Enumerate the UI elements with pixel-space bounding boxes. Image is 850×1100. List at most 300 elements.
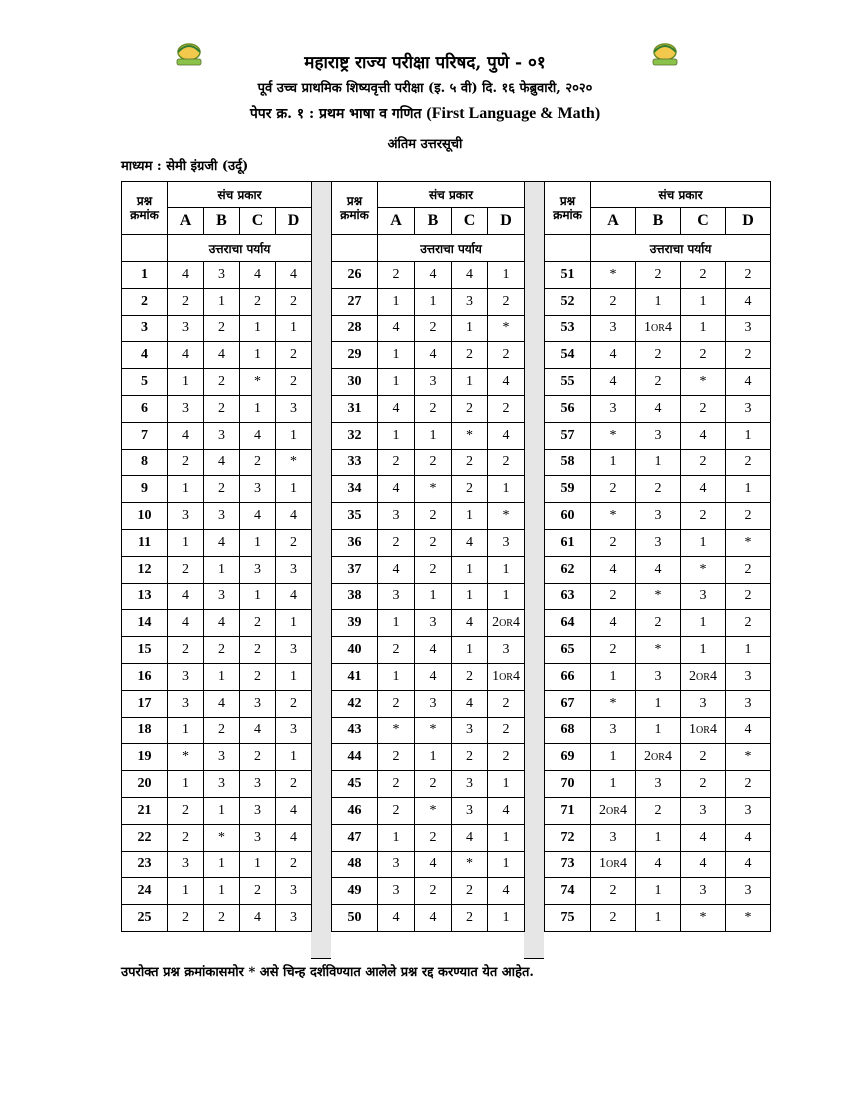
- answer-cell: 4: [726, 369, 771, 396]
- answer-cell: *: [636, 583, 681, 610]
- answer-cell: 2: [276, 529, 312, 556]
- answer-cell: 2: [591, 583, 636, 610]
- answer-cell: 4: [591, 610, 636, 637]
- question-number: 71: [545, 797, 591, 824]
- answer-cell: 1: [452, 315, 488, 342]
- answer-cell: 1: [240, 395, 276, 422]
- answer-block-1: [121, 181, 312, 932]
- answer-cell: 2: [240, 663, 276, 690]
- answer-cell: 2: [726, 449, 771, 476]
- answer-cell: 4: [636, 851, 681, 878]
- question-number: 61: [545, 529, 591, 556]
- table-row: [545, 824, 771, 851]
- answer-cell: 3: [726, 797, 771, 824]
- table-row: [545, 503, 771, 530]
- table-row: [122, 315, 312, 342]
- answer-cell: 3: [415, 369, 452, 396]
- table-row: [332, 556, 525, 583]
- question-number: 22: [122, 824, 168, 851]
- answer-cell: 4: [378, 905, 415, 932]
- answer-cell: 4: [378, 395, 415, 422]
- table-row: [332, 476, 525, 503]
- answer-cell: 4: [168, 610, 204, 637]
- answer-cell: 2: [591, 529, 636, 556]
- answer-cell: 4: [204, 449, 240, 476]
- answer-cell: 2: [488, 288, 525, 315]
- question-number: 19: [122, 744, 168, 771]
- column-gap: [524, 181, 544, 959]
- answer-cell: 2: [168, 288, 204, 315]
- answer-cell: 2: [488, 717, 525, 744]
- answer-cell: 3: [378, 878, 415, 905]
- answer-cell: *: [636, 637, 681, 664]
- answer-cell: 1: [168, 529, 204, 556]
- answer-cell: 4: [378, 476, 415, 503]
- answer-cell: 1: [591, 449, 636, 476]
- answer-cell: *: [681, 556, 726, 583]
- answer-cell: 2: [726, 262, 771, 289]
- answer-cell: 1OR4: [591, 851, 636, 878]
- answer-cell: 2: [204, 369, 240, 396]
- answer-cell: 3: [204, 503, 240, 530]
- table-row: [122, 476, 312, 503]
- answer-cell: 2: [726, 342, 771, 369]
- answer-cell: 2: [240, 610, 276, 637]
- question-number: 68: [545, 717, 591, 744]
- answer-cell: 1: [681, 610, 726, 637]
- answer-cell: 2: [591, 637, 636, 664]
- answer-cell: 2: [726, 556, 771, 583]
- answer-cell: 3: [488, 637, 525, 664]
- question-number: 69: [545, 744, 591, 771]
- answer-cell: 2: [378, 797, 415, 824]
- answer-cell: 3: [168, 690, 204, 717]
- answer-cell: 4: [204, 610, 240, 637]
- answer-cell: 2: [488, 744, 525, 771]
- answer-cell: 4: [591, 342, 636, 369]
- answer-cell: 4: [415, 262, 452, 289]
- table-row: [122, 422, 312, 449]
- answer-cell: 1: [488, 771, 525, 798]
- answer-cell: 1: [488, 556, 525, 583]
- answer-cell: 1: [488, 824, 525, 851]
- answer-cell: 1: [636, 905, 681, 932]
- set-b-header: B: [415, 208, 452, 235]
- answer-cell: 2: [726, 610, 771, 637]
- answer-cell: 1: [276, 476, 312, 503]
- table-row: [545, 851, 771, 878]
- answer-cell: 2: [681, 395, 726, 422]
- answer-cell: 1: [204, 556, 240, 583]
- answer-cell: 2: [681, 771, 726, 798]
- answer-cell: *: [591, 262, 636, 289]
- table-row: [122, 690, 312, 717]
- answer-cell: 2: [204, 637, 240, 664]
- answer-cell: 1: [204, 878, 240, 905]
- answer-cell: 3: [276, 717, 312, 744]
- answer-cell: 4: [168, 342, 204, 369]
- answer-cell: 1: [726, 476, 771, 503]
- set-b-header: B: [636, 208, 681, 235]
- answer-cell: 1: [726, 422, 771, 449]
- table-row: [332, 288, 525, 315]
- answer-cell: 2: [591, 476, 636, 503]
- answer-cell: 1: [204, 288, 240, 315]
- paper-title: [0, 104, 850, 123]
- answer-cell: 2: [636, 476, 681, 503]
- answer-cell: 2: [591, 905, 636, 932]
- table-row: [122, 610, 312, 637]
- question-number: 38: [332, 583, 378, 610]
- answer-cell: 4: [636, 395, 681, 422]
- answer-cell: 2: [378, 690, 415, 717]
- question-number: 45: [332, 771, 378, 798]
- answer-cell: 1: [204, 663, 240, 690]
- table-row: [545, 717, 771, 744]
- answer-cell: 3: [636, 529, 681, 556]
- answer-cell: 1: [240, 851, 276, 878]
- answer-cell: 4: [452, 690, 488, 717]
- table-row: [332, 315, 525, 342]
- answer-cell: 3: [240, 824, 276, 851]
- question-number: 9: [122, 476, 168, 503]
- question-number: 49: [332, 878, 378, 905]
- answer-cell: 2: [276, 771, 312, 798]
- table-row: [332, 422, 525, 449]
- answer-cell: 3: [452, 717, 488, 744]
- answer-cell: 2: [240, 288, 276, 315]
- question-number: 17: [122, 690, 168, 717]
- table-row: [122, 342, 312, 369]
- answer-cell: 4: [204, 690, 240, 717]
- question-number: 8: [122, 449, 168, 476]
- table-row: [122, 744, 312, 771]
- answer-cell: 2: [636, 262, 681, 289]
- table-row: [545, 771, 771, 798]
- answer-cell: 1: [452, 637, 488, 664]
- question-number: 7: [122, 422, 168, 449]
- answer-cell: 4: [240, 717, 276, 744]
- answer-cell: 2: [240, 744, 276, 771]
- answer-cell: 2OR4: [681, 663, 726, 690]
- answer-cell: 2: [168, 797, 204, 824]
- answer-cell: 1: [276, 422, 312, 449]
- answer-cell: 2: [452, 342, 488, 369]
- table-row: [332, 369, 525, 396]
- answer-cell: 4: [415, 851, 452, 878]
- answer-cell: 3: [726, 878, 771, 905]
- table-row: [332, 449, 525, 476]
- set-type-header: संच प्रकार: [168, 182, 312, 208]
- answer-cell: 2: [168, 637, 204, 664]
- answer-cell: 3: [276, 556, 312, 583]
- answer-cell: *: [168, 744, 204, 771]
- answer-cell: 2: [681, 744, 726, 771]
- answer-cell: 2: [168, 556, 204, 583]
- answer-cell: 1OR4: [488, 663, 525, 690]
- answer-cell: 1: [240, 529, 276, 556]
- answer-cell: 3: [726, 395, 771, 422]
- answer-cell: 4: [452, 610, 488, 637]
- answer-cell: 3: [378, 851, 415, 878]
- table-row: [545, 610, 771, 637]
- table-row: [545, 744, 771, 771]
- answer-cell: 4: [276, 262, 312, 289]
- table-row: [122, 851, 312, 878]
- question-number: 21: [122, 797, 168, 824]
- table-row: [545, 342, 771, 369]
- answer-cell: *: [415, 476, 452, 503]
- answer-option-header: उत्तराचा पर्याय: [378, 235, 525, 262]
- answer-cell: 1: [378, 610, 415, 637]
- answer-cell: 3: [681, 583, 726, 610]
- table-row: [332, 771, 525, 798]
- answer-cell: 3: [681, 878, 726, 905]
- answer-cell: *: [415, 797, 452, 824]
- table-row: [545, 449, 771, 476]
- answer-cell: 1: [636, 717, 681, 744]
- answer-cell: 2OR4: [488, 610, 525, 637]
- answer-cell: 2: [452, 449, 488, 476]
- table-row: [122, 663, 312, 690]
- answer-cell: 3: [378, 503, 415, 530]
- document-type: अंतिम उत्तरसूची: [387, 137, 463, 152]
- answer-cell: 2: [636, 369, 681, 396]
- answer-cell: 3: [168, 395, 204, 422]
- answer-cell: 2OR4: [636, 744, 681, 771]
- question-number: 57: [545, 422, 591, 449]
- answer-cell: 2: [452, 905, 488, 932]
- answer-cell: 1: [378, 342, 415, 369]
- column-gap: [311, 181, 331, 959]
- question-number: 2: [122, 288, 168, 315]
- question-number: 12: [122, 556, 168, 583]
- answer-cell: 4: [204, 342, 240, 369]
- answer-cell: 2: [636, 610, 681, 637]
- answer-cell: *: [452, 422, 488, 449]
- set-d-header: D: [276, 208, 312, 235]
- answer-cell: 2: [415, 529, 452, 556]
- header-blank: [545, 235, 591, 262]
- answer-cell: 1: [378, 824, 415, 851]
- answer-cell: 2: [415, 315, 452, 342]
- answer-cell: 3: [726, 315, 771, 342]
- table-row: [545, 315, 771, 342]
- answer-cell: 1: [591, 744, 636, 771]
- question-number: 32: [332, 422, 378, 449]
- table-row: [122, 905, 312, 932]
- answer-cell: 2: [276, 690, 312, 717]
- exam-name: पूर्व उच्च प्राथमिक शिष्यवृत्ती परीक्षा (इ. ५ वी) दि. १६ फेब्रुवारी, २०२०: [257, 81, 593, 96]
- answer-cell: 1: [681, 288, 726, 315]
- answer-cell: 1: [488, 583, 525, 610]
- answer-cell: 2: [378, 262, 415, 289]
- answer-cell: 3: [415, 690, 452, 717]
- answer-cell: 4: [378, 556, 415, 583]
- answer-cell: 3: [681, 797, 726, 824]
- answer-cell: 2: [488, 690, 525, 717]
- question-number: 5: [122, 369, 168, 396]
- answer-cell: 3: [168, 503, 204, 530]
- answer-cell: 2: [488, 449, 525, 476]
- answer-cell: 2: [488, 342, 525, 369]
- answer-cell: 1: [681, 529, 726, 556]
- answer-cell: 3: [168, 663, 204, 690]
- table-row: [122, 288, 312, 315]
- answer-cell: 4: [415, 663, 452, 690]
- answer-cell: 3: [204, 422, 240, 449]
- answer-cell: 1: [240, 315, 276, 342]
- table-row: [545, 529, 771, 556]
- answer-cell: 1: [378, 422, 415, 449]
- answer-cell: 3: [636, 503, 681, 530]
- table-row: [545, 583, 771, 610]
- answer-cell: *: [276, 449, 312, 476]
- answer-cell: 4: [415, 905, 452, 932]
- answer-cell: 3: [240, 476, 276, 503]
- table-row: [332, 690, 525, 717]
- question-number: 27: [332, 288, 378, 315]
- table-row: [545, 797, 771, 824]
- table-row: [545, 288, 771, 315]
- answer-cell: 4: [240, 262, 276, 289]
- answer-block-3: [544, 181, 771, 932]
- answer-cell: *: [726, 744, 771, 771]
- answer-cell: 1: [276, 663, 312, 690]
- answer-cell: 1: [452, 556, 488, 583]
- set-c-header: C: [452, 208, 488, 235]
- answer-cell: 4: [591, 556, 636, 583]
- table-row: [332, 797, 525, 824]
- table-row: [332, 878, 525, 905]
- answer-cell: 1: [276, 744, 312, 771]
- answer-cell: 2: [452, 663, 488, 690]
- answer-cell: 1: [168, 476, 204, 503]
- answer-cell: 4: [681, 851, 726, 878]
- question-number-header: प्रश्न क्रमांक: [122, 182, 168, 235]
- answer-cell: *: [681, 905, 726, 932]
- answer-cell: 4: [276, 824, 312, 851]
- question-number: 3: [122, 315, 168, 342]
- question-number-header: प्रश्न क्रमांक: [332, 182, 378, 235]
- table-row: [332, 583, 525, 610]
- answer-cell: 2: [415, 503, 452, 530]
- answer-cell: 2: [591, 878, 636, 905]
- paper-title-english: (First Language & Math): [426, 105, 601, 122]
- answer-cell: 2: [240, 878, 276, 905]
- question-number: 63: [545, 583, 591, 610]
- question-number: 70: [545, 771, 591, 798]
- answer-option-header: उत्तराचा पर्याय: [168, 235, 312, 262]
- answer-cell: 2: [204, 905, 240, 932]
- table-row: [545, 476, 771, 503]
- answer-cell: 2: [636, 797, 681, 824]
- table-row: [332, 342, 525, 369]
- table-row: [122, 878, 312, 905]
- table-row: [332, 610, 525, 637]
- answer-cell: 2: [415, 449, 452, 476]
- answer-cell: 1: [452, 369, 488, 396]
- answer-cell: 3: [591, 315, 636, 342]
- answer-cell: 1: [378, 288, 415, 315]
- set-c-header: C: [681, 208, 726, 235]
- question-number: 55: [545, 369, 591, 396]
- question-number: 20: [122, 771, 168, 798]
- question-number: 14: [122, 610, 168, 637]
- table-row: [332, 262, 525, 289]
- answer-cell: 4: [726, 288, 771, 315]
- answer-cell: 2: [636, 342, 681, 369]
- answer-cell: 2: [681, 449, 726, 476]
- table-row: [545, 262, 771, 289]
- question-number: 31: [332, 395, 378, 422]
- question-number: 34: [332, 476, 378, 503]
- answer-cell: 1: [415, 744, 452, 771]
- question-number-header: प्रश्न क्रमांक: [545, 182, 591, 235]
- question-number: 67: [545, 690, 591, 717]
- question-number: 74: [545, 878, 591, 905]
- question-number: 1: [122, 262, 168, 289]
- answer-cell: 4: [726, 824, 771, 851]
- answer-cell: 1: [276, 610, 312, 637]
- answer-block-2: [331, 181, 525, 932]
- question-number: 16: [122, 663, 168, 690]
- answer-cell: 2: [276, 288, 312, 315]
- answer-cell: 4: [276, 797, 312, 824]
- answer-cell: 1: [591, 771, 636, 798]
- answer-cell: 1: [488, 905, 525, 932]
- answer-cell: 2: [378, 744, 415, 771]
- question-number: 51: [545, 262, 591, 289]
- answer-cell: 2OR4: [591, 797, 636, 824]
- question-number: 30: [332, 369, 378, 396]
- answer-cell: 3: [240, 797, 276, 824]
- answer-cell: *: [452, 851, 488, 878]
- table-row: [122, 503, 312, 530]
- question-number: 39: [332, 610, 378, 637]
- answer-cell: 3: [240, 690, 276, 717]
- answer-cell: 4: [240, 503, 276, 530]
- answer-cell: 1: [452, 503, 488, 530]
- table-row: [545, 878, 771, 905]
- table-row: [332, 395, 525, 422]
- table-row: [122, 262, 312, 289]
- question-number: 54: [545, 342, 591, 369]
- question-number: 43: [332, 717, 378, 744]
- question-number: 26: [332, 262, 378, 289]
- answer-cell: 4: [240, 422, 276, 449]
- answer-cell: 2: [378, 529, 415, 556]
- answer-cell: 2: [488, 395, 525, 422]
- question-number: 60: [545, 503, 591, 530]
- answer-cell: 4: [488, 878, 525, 905]
- question-number: 42: [332, 690, 378, 717]
- answer-option-header: उत्तराचा पर्याय: [591, 235, 771, 262]
- answer-cell: 1: [636, 288, 681, 315]
- answer-cell: 1: [415, 583, 452, 610]
- answer-cell: 4: [488, 797, 525, 824]
- question-number: 72: [545, 824, 591, 851]
- set-c-header: C: [240, 208, 276, 235]
- question-number: 25: [122, 905, 168, 932]
- answer-cell: 4: [591, 369, 636, 396]
- answer-cell: 4: [726, 851, 771, 878]
- answer-cell: 3: [276, 878, 312, 905]
- answer-cell: *: [681, 369, 726, 396]
- table-row: [332, 824, 525, 851]
- answer-cell: 4: [168, 422, 204, 449]
- table-row: [122, 797, 312, 824]
